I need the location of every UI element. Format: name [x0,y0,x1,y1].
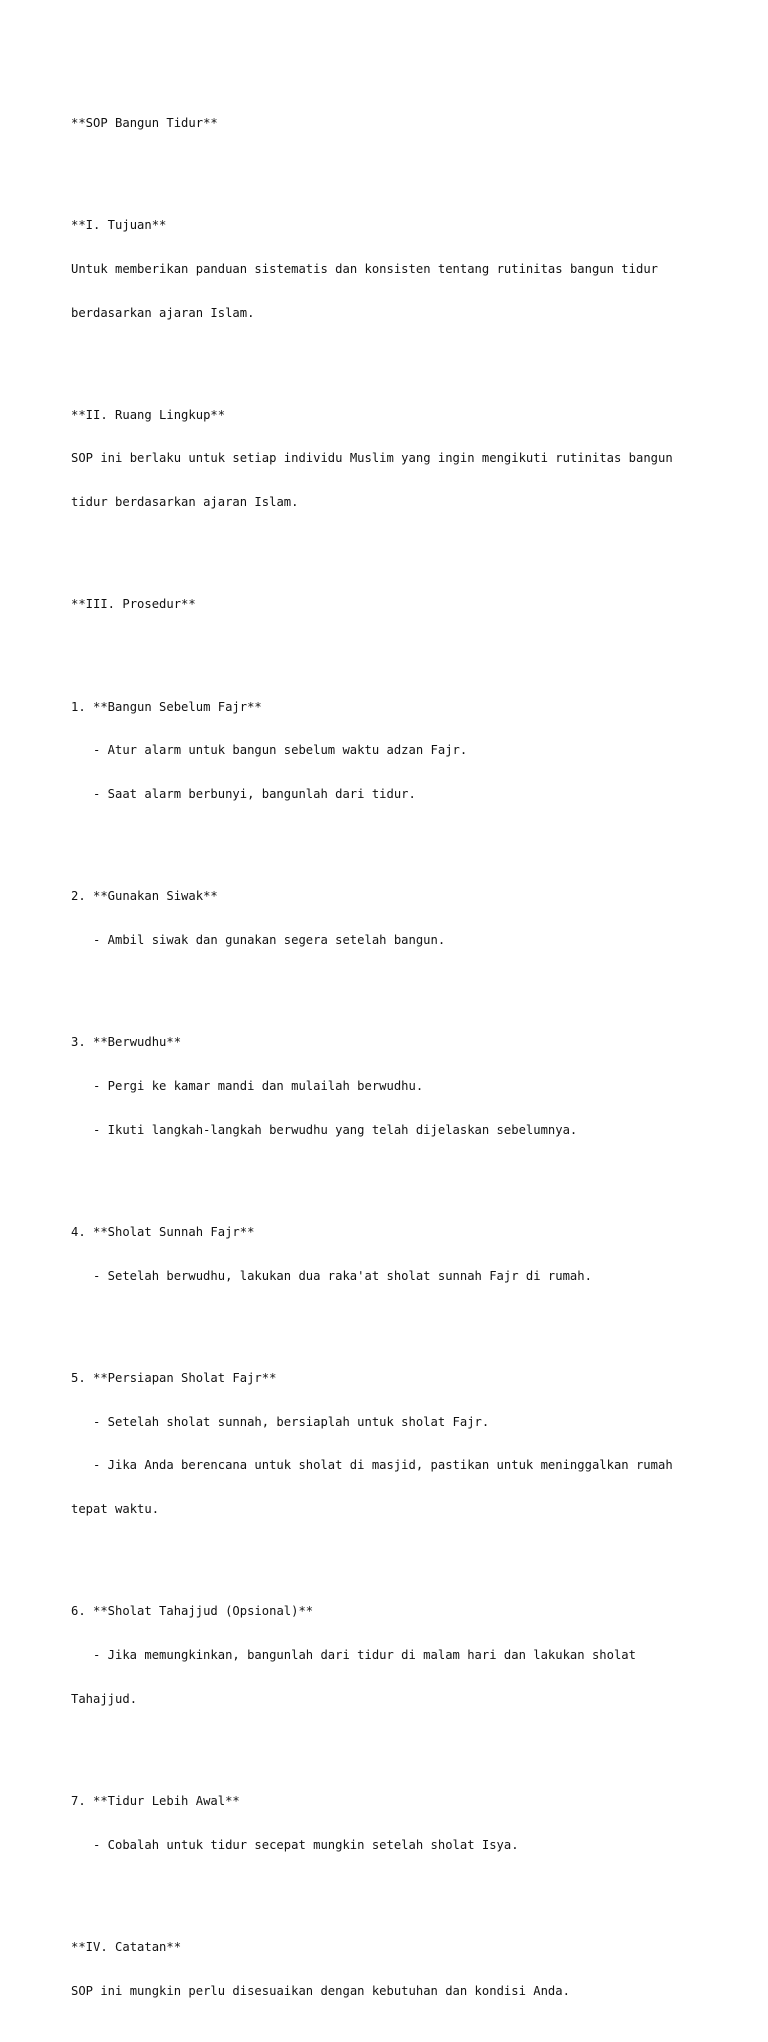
section-text-tujuan-line-1: Untuk memberikan panduan sistematis dan konsisten tentang rutinitas bangun tidur [71,261,658,276]
spacer [71,349,701,364]
section-heading-catatan: **IV. Catatan** [71,1940,182,1954]
spacer [71,1312,701,1327]
step-item: - Setelah berwudhu, lakukan dua raka'at sholat sunnah Fajr di rumah. [93,1268,592,1283]
section-text-catatan-line-1: SOP ini mungkin perlu disesuaikan dengan kebutuhan dan kondisi Anda. [71,1983,570,1998]
spacer [71,641,701,656]
step-item-continuation: tepat waktu. [71,1502,160,1517]
step-item: - Saat alarm berbunyi, bangunlah dari tidur. [93,787,416,802]
spacer [71,977,701,992]
step-item: - Jika memungkinkan, bangunlah dari tidur di malam hari dan lakukan sholat [93,1648,636,1663]
spacer [71,1736,701,1751]
step-item-continuation: Tahajjud. [71,1691,138,1706]
spacer [71,831,701,846]
section-text-ruang-lingkup-line-2: tidur berdasarkan ajaran Islam. [71,495,299,510]
step-item: - Ikuti langkah-langkah berwudhu yang telah dijelaskan sebelumnya. [93,1122,578,1137]
step-title-6: 6. **Sholat Tahajjud (Opsional)** [71,1604,314,1619]
step-item: - Setelah sholat sunnah, bersiaplah untuk sholat Fajr. [93,1414,490,1429]
step-item: - Cobalah untuk tidur secepat mungkin setelah sholat Isya. [93,1837,519,1852]
section-heading-tujuan: **I. Tujuan** [71,217,167,232]
step-title-5: 5. **Persiapan Sholat Fajr** [71,1370,277,1385]
section-heading-ruang-lingkup: **II. Ruang Lingkup** [71,407,226,422]
spacer [71,1167,701,1182]
step-title-7: 7. **Tidur Lebih Awal** [71,1794,240,1809]
document-title: **SOP Bangun Tidur** [71,115,218,130]
spacer [71,539,701,554]
step-item: - Atur alarm untuk bangun sebelum waktu adzan Fajr. [93,743,468,758]
spacer [71,1882,701,1897]
step-title-1: 1. **Bangun Sebelum Fajr** [71,699,262,714]
step-title-2: 2. **Gunakan Siwak** [71,889,218,904]
step-title-4: 4. **Sholat Sunnah Fajr** [71,1224,255,1239]
spacer [71,160,701,175]
step-title-3: 3. **Berwudhu** [71,1035,182,1050]
section-text-ruang-lingkup-line-1: SOP ini berlaku untuk setiap individu Muslim yang ingin mengikuti rutinitas bangun [71,451,673,466]
step-item: - Pergi ke kamar mandi dan mulailah berwudhu. [93,1078,424,1093]
document-body [71,72,701,2042]
spacer [71,1546,701,1561]
section-text-tujuan-line-2: berdasarkan ajaran Islam. [71,305,255,320]
step-item: - Jika Anda berencana untuk sholat di masjid, pastikan untuk meninggalkan rumah [93,1458,673,1473]
step-item: - Ambil siwak dan gunakan segera setelah bangun. [93,933,446,948]
section-heading-prosedur: **III. Prosedur** [71,597,196,612]
